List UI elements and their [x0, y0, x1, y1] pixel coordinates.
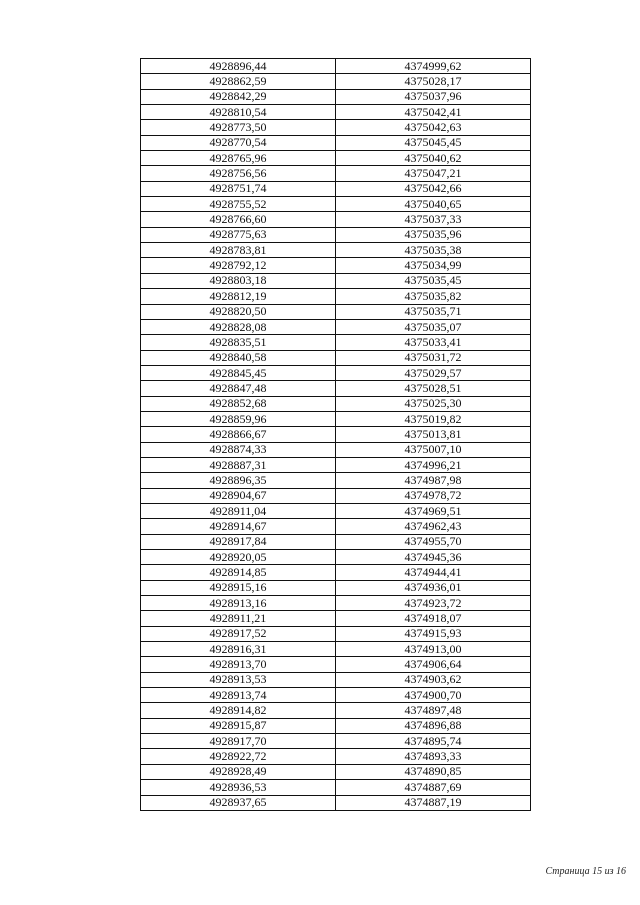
coordinate-y-cell: 4375034,99 [336, 258, 531, 273]
coordinate-x-cell: 4928914,67 [141, 519, 336, 534]
table-row [141, 396, 531, 411]
table-row [141, 151, 531, 166]
coordinate-y-cell: 4375019,82 [336, 411, 531, 426]
coordinate-x-cell: 4928922,72 [141, 749, 336, 764]
coordinate-x-cell: 4928792,12 [141, 258, 336, 273]
coordinate-y-cell: 4374897,48 [336, 703, 531, 718]
coordinate-x-cell: 4928751,74 [141, 181, 336, 196]
table-row [141, 550, 531, 565]
coordinate-x-cell: 4928887,31 [141, 457, 336, 472]
coordinate-y-cell: 4374923,72 [336, 596, 531, 611]
coordinate-y-cell: 4374944,41 [336, 565, 531, 580]
table-row [141, 381, 531, 396]
coordinate-y-cell: 4374918,07 [336, 611, 531, 626]
coordinate-x-cell: 4928937,65 [141, 795, 336, 810]
coordinate-y-cell: 4375042,41 [336, 105, 531, 120]
coordinate-x-cell: 4928917,84 [141, 534, 336, 549]
table-row [141, 657, 531, 672]
table-row [141, 166, 531, 181]
coordinates-table [140, 58, 531, 811]
coordinate-x-cell: 4928866,67 [141, 427, 336, 442]
coordinate-x-cell: 4928936,53 [141, 780, 336, 795]
table-row [141, 718, 531, 733]
coordinate-y-cell: 4374999,62 [336, 59, 531, 74]
coordinate-y-cell: 4374887,19 [336, 795, 531, 810]
table-row [141, 534, 531, 549]
table-row [141, 457, 531, 472]
table-row [141, 74, 531, 89]
coordinate-y-cell: 4374962,43 [336, 519, 531, 534]
coordinate-y-cell: 4375040,62 [336, 151, 531, 166]
coordinate-x-cell: 4928914,82 [141, 703, 336, 718]
coordinate-x-cell: 4928913,53 [141, 672, 336, 687]
table-row [141, 503, 531, 518]
table-row [141, 335, 531, 350]
table-row [141, 120, 531, 135]
coordinate-y-cell: 4375045,45 [336, 135, 531, 150]
table-row [141, 350, 531, 365]
coordinate-x-cell: 4928913,16 [141, 596, 336, 611]
table-row [141, 89, 531, 104]
coordinate-y-cell: 4374893,33 [336, 749, 531, 764]
coordinate-x-cell: 4928913,70 [141, 657, 336, 672]
coordinate-x-cell: 4928928,49 [141, 764, 336, 779]
coordinate-y-cell: 4375035,07 [336, 319, 531, 334]
table-row [141, 749, 531, 764]
coordinate-y-cell: 4375042,63 [336, 120, 531, 135]
coordinate-x-cell: 4928756,56 [141, 166, 336, 181]
coordinate-y-cell: 4375013,81 [336, 427, 531, 442]
coordinate-y-cell: 4374906,64 [336, 657, 531, 672]
table-row [141, 672, 531, 687]
coordinate-y-cell: 4375037,96 [336, 89, 531, 104]
table-row [141, 212, 531, 227]
coordinate-x-cell: 4928812,19 [141, 289, 336, 304]
page-number: Страница 15 из 16 [545, 866, 626, 877]
coordinate-y-cell: 4374945,36 [336, 550, 531, 565]
table-row [141, 611, 531, 626]
table-row [141, 197, 531, 212]
coordinate-x-cell: 4928773,50 [141, 120, 336, 135]
coordinate-x-cell: 4928835,51 [141, 335, 336, 350]
coordinate-x-cell: 4928770,54 [141, 135, 336, 150]
coordinate-y-cell: 4375025,30 [336, 396, 531, 411]
coordinate-x-cell: 4928847,48 [141, 381, 336, 396]
coordinate-y-cell: 4375031,72 [336, 350, 531, 365]
coordinate-x-cell: 4928862,59 [141, 74, 336, 89]
coordinate-x-cell: 4928917,52 [141, 626, 336, 641]
coordinate-x-cell: 4928783,81 [141, 243, 336, 258]
coordinate-x-cell: 4928845,45 [141, 365, 336, 380]
table-row [141, 780, 531, 795]
table-row [141, 365, 531, 380]
table-row [141, 626, 531, 641]
table-row [141, 181, 531, 196]
coordinate-x-cell: 4928920,05 [141, 550, 336, 565]
table-row [141, 734, 531, 749]
table-row [141, 304, 531, 319]
coordinate-y-cell: 4375035,96 [336, 227, 531, 242]
coordinate-y-cell: 4375035,71 [336, 304, 531, 319]
coordinate-x-cell: 4928840,58 [141, 350, 336, 365]
coordinate-x-cell: 4928810,54 [141, 105, 336, 120]
coordinate-y-cell: 4375037,33 [336, 212, 531, 227]
coordinate-x-cell: 4928852,68 [141, 396, 336, 411]
coordinate-x-cell: 4928766,60 [141, 212, 336, 227]
coordinate-x-cell: 4928820,50 [141, 304, 336, 319]
coordinate-y-cell: 4375047,21 [336, 166, 531, 181]
table-row [141, 488, 531, 503]
table-row [141, 105, 531, 120]
coordinate-y-cell: 4374900,70 [336, 688, 531, 703]
table-row [141, 319, 531, 334]
coordinate-x-cell: 4928914,85 [141, 565, 336, 580]
coordinate-y-cell: 4375042,66 [336, 181, 531, 196]
table-row [141, 258, 531, 273]
table-row [141, 795, 531, 810]
table-row [141, 411, 531, 426]
coordinate-y-cell: 4375028,17 [336, 74, 531, 89]
table-row [141, 289, 531, 304]
table-row [141, 273, 531, 288]
coordinate-y-cell: 4374903,62 [336, 672, 531, 687]
table-row [141, 427, 531, 442]
coordinate-x-cell: 4928896,35 [141, 473, 336, 488]
coordinate-y-cell: 4374890,85 [336, 764, 531, 779]
coordinate-x-cell: 4928916,31 [141, 642, 336, 657]
coordinate-y-cell: 4375033,41 [336, 335, 531, 350]
coordinate-x-cell: 4928765,96 [141, 151, 336, 166]
coordinate-x-cell: 4928915,87 [141, 718, 336, 733]
table-row [141, 135, 531, 150]
coordinate-y-cell: 4374955,70 [336, 534, 531, 549]
table-row [141, 764, 531, 779]
coordinate-x-cell: 4928915,16 [141, 580, 336, 595]
table-row [141, 442, 531, 457]
coordinate-x-cell: 4928842,29 [141, 89, 336, 104]
coordinate-y-cell: 4374987,98 [336, 473, 531, 488]
coordinate-x-cell: 4928874,33 [141, 442, 336, 457]
table-row [141, 59, 531, 74]
coordinates-table-body [141, 59, 531, 811]
table-row [141, 580, 531, 595]
table-row [141, 227, 531, 242]
table-row [141, 642, 531, 657]
coordinate-x-cell: 4928904,67 [141, 488, 336, 503]
table-row [141, 565, 531, 580]
table-row [141, 243, 531, 258]
coordinate-y-cell: 4374969,51 [336, 503, 531, 518]
coordinate-x-cell: 4928828,08 [141, 319, 336, 334]
coordinate-y-cell: 4375035,38 [336, 243, 531, 258]
coordinate-y-cell: 4375007,10 [336, 442, 531, 457]
coordinate-y-cell: 4374895,74 [336, 734, 531, 749]
coordinate-y-cell: 4374996,21 [336, 457, 531, 472]
coordinate-x-cell: 4928859,96 [141, 411, 336, 426]
coordinate-y-cell: 4375029,57 [336, 365, 531, 380]
coordinate-y-cell: 4375028,51 [336, 381, 531, 396]
coordinate-y-cell: 4374887,69 [336, 780, 531, 795]
coordinate-y-cell: 4375035,82 [336, 289, 531, 304]
coordinate-y-cell: 4374896,88 [336, 718, 531, 733]
coordinate-y-cell: 4375035,45 [336, 273, 531, 288]
coordinate-x-cell: 4928803,18 [141, 273, 336, 288]
coordinate-x-cell: 4928911,21 [141, 611, 336, 626]
coordinate-y-cell: 4375040,65 [336, 197, 531, 212]
table-row [141, 473, 531, 488]
coordinate-y-cell: 4374913,00 [336, 642, 531, 657]
coordinate-y-cell: 4374936,01 [336, 580, 531, 595]
coordinate-x-cell: 4928755,52 [141, 197, 336, 212]
coordinate-x-cell: 4928911,04 [141, 503, 336, 518]
coordinate-x-cell: 4928913,74 [141, 688, 336, 703]
coordinate-y-cell: 4374915,93 [336, 626, 531, 641]
table-row [141, 519, 531, 534]
coordinate-x-cell: 4928775,63 [141, 227, 336, 242]
table-row [141, 703, 531, 718]
table-row [141, 596, 531, 611]
coordinate-y-cell: 4374978,72 [336, 488, 531, 503]
coordinate-x-cell: 4928917,70 [141, 734, 336, 749]
coordinate-x-cell: 4928896,44 [141, 59, 336, 74]
table-row [141, 688, 531, 703]
